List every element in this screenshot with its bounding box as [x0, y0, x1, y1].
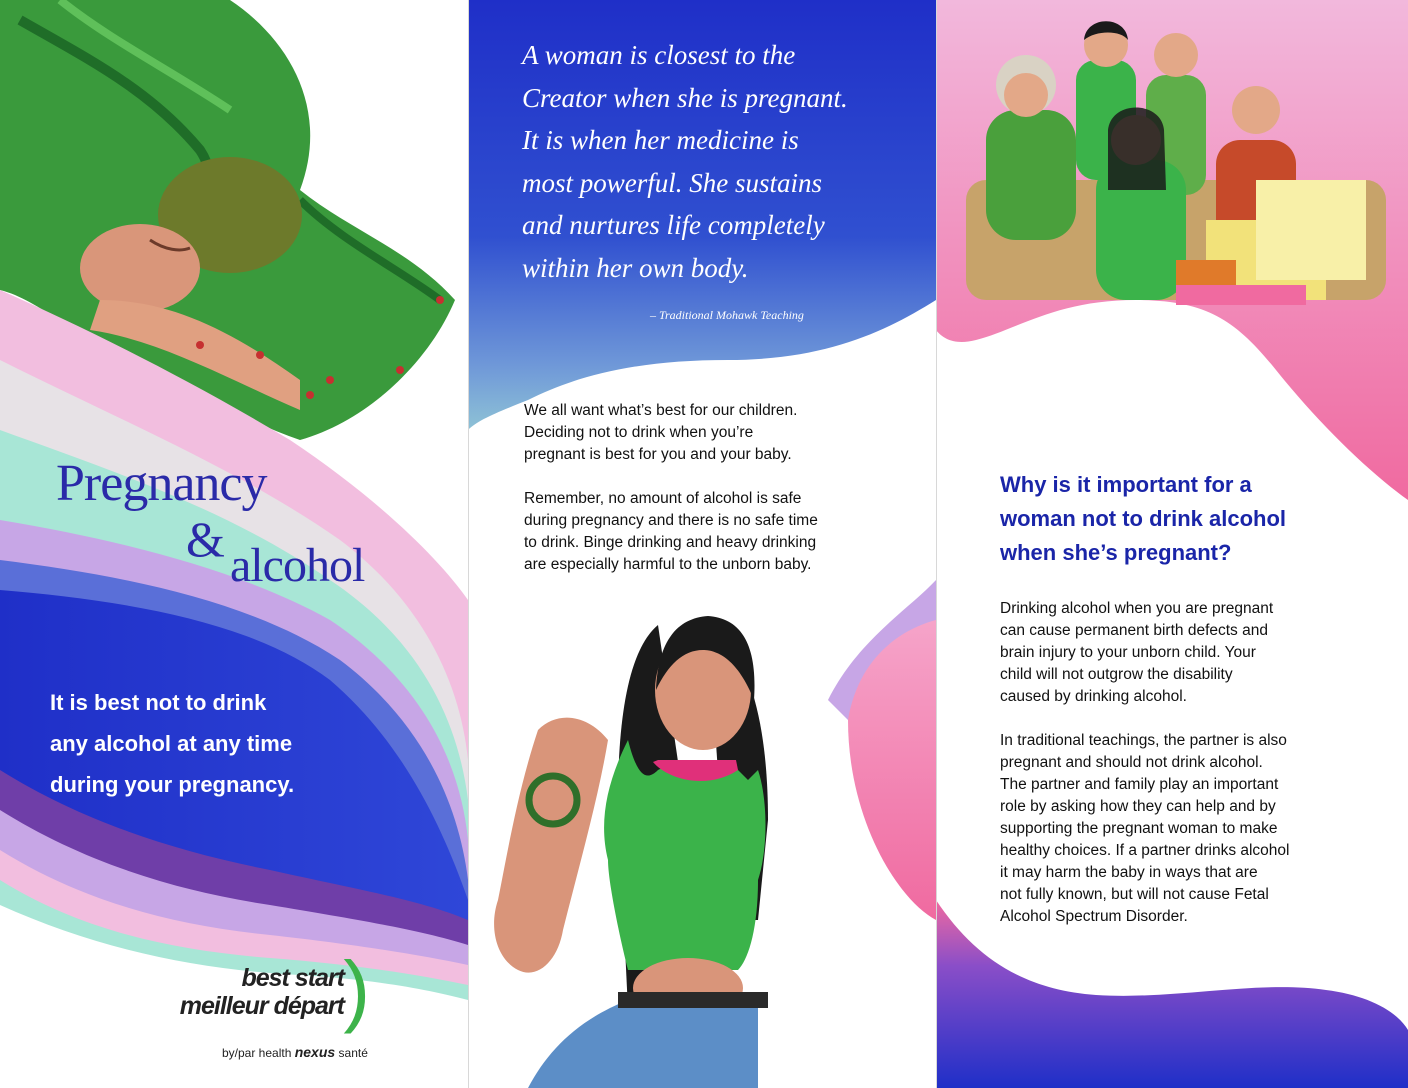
info-line: can cause permanent birth defects and: [1000, 622, 1268, 639]
pregnant-woman-illustration: [494, 616, 768, 1088]
heading-line: when she’s pregnant?: [1000, 540, 1232, 565]
info-line: In traditional teachings, the partner is also: [1000, 732, 1287, 749]
info-line: role by asking how they can help and by: [1000, 798, 1276, 815]
quote-line: most powerful. She sustains: [522, 167, 823, 198]
info-line: it may harm the baby in ways that are: [1000, 864, 1258, 881]
cover-message-line: during your pregnancy.: [50, 772, 295, 797]
title-ampersand: &: [186, 511, 225, 567]
credit-suffix: santé: [335, 1046, 368, 1060]
quote-attribution: – Traditional Mohawk Teaching: [650, 308, 804, 322]
cover-panel: [0, 0, 468, 1088]
logo-paren-mark: ): [343, 945, 370, 1034]
credit-prefix: by/par health: [222, 1046, 295, 1060]
info-panel: [936, 0, 1408, 1088]
info-line: Alcohol Spectrum Disorder.: [1000, 908, 1188, 925]
quote-panel: [468, 0, 936, 1088]
info-line: pregnant and should not drink alcohol.: [1000, 754, 1263, 771]
info-line: not fully known, but will not cause Fetal: [1000, 886, 1269, 903]
info-line: supporting the pregnant woman to make: [1000, 820, 1278, 837]
fold-line-right: [936, 0, 937, 1088]
quote-line: within her own body.: [522, 252, 749, 283]
health-nexus-credit: [222, 1044, 368, 1060]
heading-line: Why is it important for a: [1000, 472, 1252, 497]
info-line: Drinking alcohol when you are pregnant: [1000, 600, 1274, 617]
intro-line: pregnant is best for you and your baby.: [524, 446, 792, 463]
intro-line: Remember, no amount of alcohol is safe: [524, 490, 802, 507]
intro-line: Deciding not to drink when you’re: [524, 424, 754, 441]
info-line: caused by drinking alcohol.: [1000, 688, 1187, 705]
heading-line: woman not to drink alcohol: [1000, 506, 1286, 531]
info-line: The partner and family play an important: [1000, 776, 1279, 793]
quote-line: It is when her medicine is: [522, 125, 799, 155]
info-line: healthy choices. If a partner drinks alcohol: [1000, 842, 1290, 859]
logo-meilleur-depart: meilleur départ: [179, 992, 344, 1020]
title-alcohol: alcohol: [230, 539, 365, 592]
cover-message-line: any alcohol at any time: [50, 731, 293, 756]
nexus-wordmark: nexus: [294, 1044, 336, 1060]
intro-line: to drink. Binge drinking and heavy drinking: [524, 534, 817, 551]
cover-message-line: It is best not to drink: [50, 690, 267, 715]
mohawk-quote: [522, 34, 922, 289]
intro-line: during pregnancy and there is no safe time: [524, 512, 818, 529]
info-line: child will not outgrow the disability: [1000, 666, 1233, 683]
logo-best-start: best start: [241, 964, 344, 992]
quote-line: Creator when she is pregnant.: [522, 82, 848, 113]
fold-line-left: [468, 0, 469, 1088]
info-text: [1000, 598, 1290, 928]
intro-line: are especially harmful to the unborn baby.: [524, 556, 812, 573]
section-heading: [1000, 468, 1286, 570]
info-line: brain injury to your unborn child. Your: [1000, 644, 1256, 661]
title-pregnancy: Pregnancy: [56, 455, 267, 512]
intro-line: We all want what’s best for our children.: [524, 402, 798, 419]
quote-line: and nurtures life completely: [522, 210, 825, 240]
cover-message: [50, 682, 350, 805]
intro-text: [524, 400, 884, 576]
quote-line: A woman is closest to the: [522, 40, 796, 70]
